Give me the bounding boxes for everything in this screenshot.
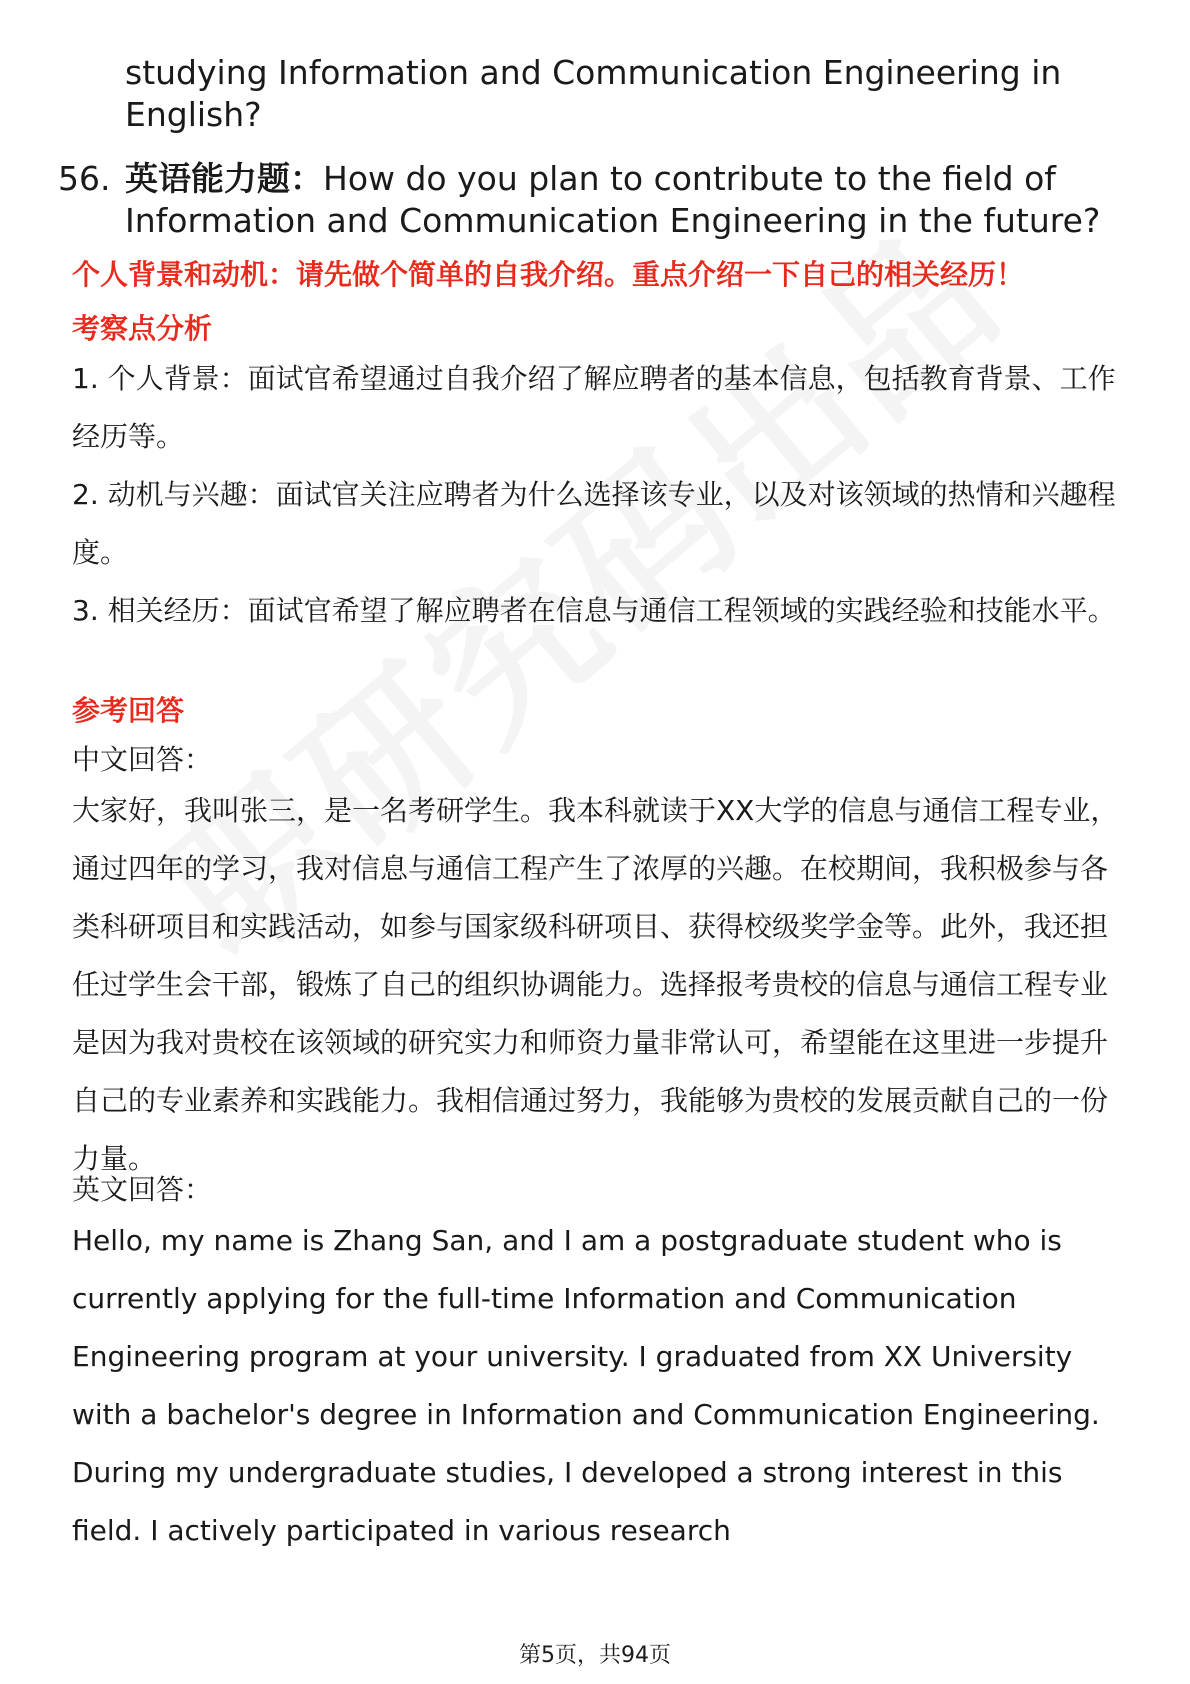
cn-answer-label: 中文回答： [72,743,213,776]
en-answer-label: 英文回答： [72,1173,213,1206]
analysis-item: 2. 动机与兴趣：面试官关注应聘者为什么选择该专业，以及对该领域的热情和兴趣程度。 [72,478,1116,569]
question-continuation: studying Information and Communication Engineering in English? [125,53,1062,134]
analysis-list [72,350,1122,640]
question-prefix: 英语能力题： [125,159,323,198]
page-footer: 第5页，共94页 [519,1643,671,1668]
section-title: 个人背景和动机：请先做个简单的自我介绍。重点介绍一下自己的相关经历！ [72,258,1025,291]
question-number: 56. [58,159,111,198]
analysis-heading: 考察点分析 [72,312,213,345]
analysis-item: 1. 个人背景：面试官希望通过自我介绍了解应聘者的基本信息，包括教育背景、工作经历等。 [72,362,1116,453]
en-answer-text: Hello, my name is Zhang San, and I am a postgraduate student who is currently applying for the full-time Information and Communication Engineering program at your university. I graduated from XX University with a bachelor's degree in Information and Communication Engineering. During my undergraduate studies, I developed a strong interest in this field. I actively participated in various research [72,1224,1100,1547]
reference-heading: 参考回答 [72,694,185,727]
question-text: How do you plan to contribute to the field of Information and Communication Engineering in the future? [125,159,1101,240]
question-text-block [125,158,1138,242]
cn-answer-text: 大家好，我叫张三，是一名考研学生。我本科就读于XX大学的信息与通信工程专业，通过四年的学习，我对信息与通信工程产生了浓厚的兴趣。在校期间，我积极参与各类科研项目和实践活动，如参与国家级科研项目、获得校级奖学金等。此外，我还担任过学生会干部，锻炼了自己的组织协调能力。选择报考贵校的信息与通信工程专业是因为我对贵校在该领域的研究实力和师资力量非常认可，希望能在这里进一步提升自己的专业素养和实践能力。我相信通过努力，我能够为贵校的发展贡献自己的一份力量。 [72,794,1119,1175]
analysis-item: 3. 相关经历：面试官希望了解应聘者在信息与通信工程领域的实践经验和技能水平。 [72,594,1116,627]
question-item-56 [58,158,1138,242]
